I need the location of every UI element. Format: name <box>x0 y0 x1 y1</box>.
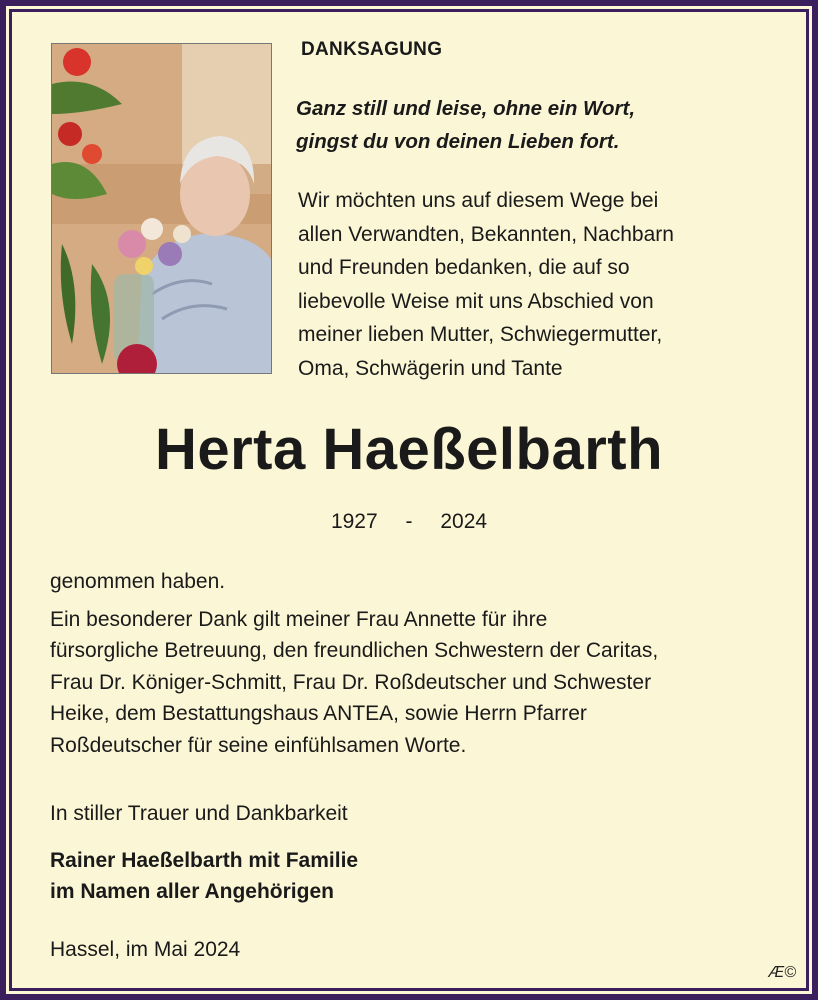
intro-line: Wir möchten uns auf diesem Wege bei <box>298 189 659 212</box>
notice-panel <box>9 9 809 991</box>
intro-line: meiner lieben Mutter, Schwiegermutter, <box>298 323 663 347</box>
poem-verse <box>296 92 635 158</box>
signer-line: Rainer Haeßelbarth mit Familie <box>50 849 359 872</box>
intro-line: allen Verwandten, Bekannten, Nachbarn <box>298 222 674 246</box>
poem-line: gingst du von deinen Lieben fort. <box>296 130 620 153</box>
year-separator: - <box>405 510 413 533</box>
deceased-name: Herta Haeßelbarth <box>154 417 664 482</box>
thanks-paragraph <box>50 566 790 762</box>
portrait-photo <box>51 43 272 374</box>
thanks-line: Heike, dem Bestattungshaus ANTEA, sowie Herrn Pfarrer <box>50 702 587 726</box>
death-year: 2024 <box>440 510 488 533</box>
poem-line: Ganz still und leise, ohne ein Wort, <box>296 97 636 120</box>
thanks-line: Ein besonderer Dank gilt meiner Frau Annette für ihre <box>50 607 548 631</box>
life-years <box>12 510 806 534</box>
thanks-line: Frau Dr. Königer-Schmitt, Frau Dr. Roßdeutscher und Schwester <box>50 670 652 694</box>
notice-heading: DANKSAGUNG <box>301 39 443 60</box>
frame-gap <box>6 6 812 994</box>
intro-line: und Freunden bedanken, die auf so <box>298 256 630 280</box>
intro-line: liebevolle Weise mit uns Abschied von <box>298 289 654 313</box>
place-date: Hassel, im Mai 2024 <box>50 938 241 961</box>
maker-mark: Æ© <box>768 964 796 981</box>
intro-line: Oma, Schwägerin und Tante <box>298 356 563 380</box>
closing-phrase: In stiller Trauer und Dankbarkeit <box>50 802 348 825</box>
signers-block <box>50 845 358 907</box>
signer-line: im Namen aller Angehörigen <box>50 880 334 903</box>
birth-year: 1927 <box>330 510 378 533</box>
body-line: genommen haben. <box>50 570 226 593</box>
intro-paragraph <box>298 184 798 386</box>
thanks-line: Roßdeutscher für seine einfühlsamen Worte. <box>50 733 467 757</box>
portrait-illustration <box>52 44 271 373</box>
thanks-line: fürsorgliche Betreuung, den freundlichen Schwestern der Caritas, <box>50 639 659 663</box>
